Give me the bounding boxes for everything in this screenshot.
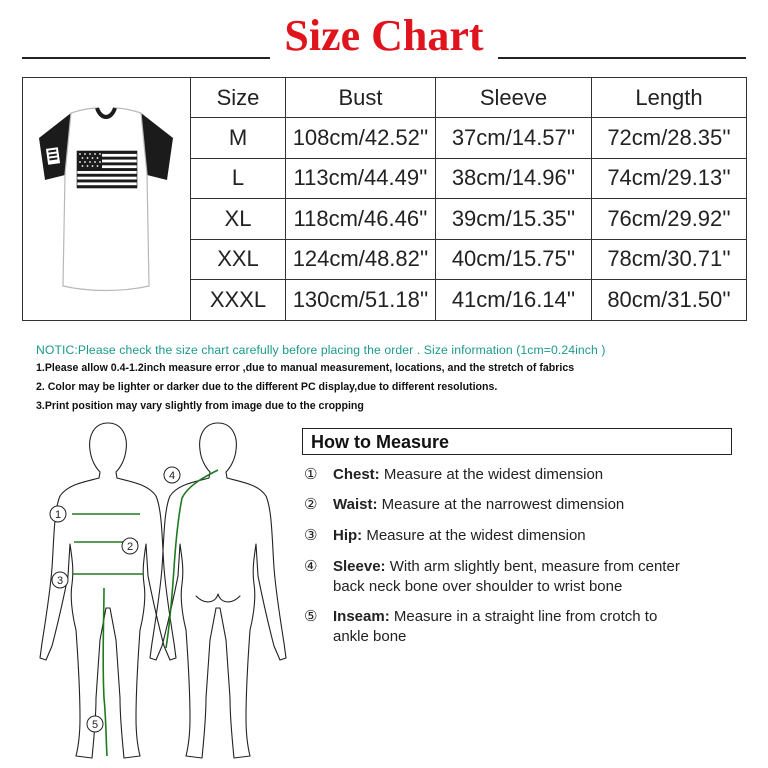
cell-sleeve: 39cm/15.35'' — [436, 199, 592, 240]
measure-label: Sleeve: — [333, 558, 386, 575]
tshirt-collar — [97, 108, 115, 117]
title-rule-left — [22, 57, 270, 59]
table-header-row — [23, 78, 747, 118]
measure-number: ⑤ — [304, 608, 318, 625]
note-measure-error: 1.Please allow 0.4-1.2inch measure error ,due to manual measurement, locations, and the stretch of fabrics — [36, 362, 575, 374]
tshirt-image — [23, 78, 189, 320]
measure-label: Waist: — [333, 496, 378, 513]
cell-size: XXXL — [191, 280, 286, 321]
flag-print — [77, 151, 137, 188]
back-buttocks-line — [196, 594, 240, 602]
cell-bust: 130cm/51.18'' — [286, 280, 436, 321]
marker-1-label: 1 — [54, 509, 62, 521]
header-bust: Bust — [286, 78, 436, 118]
header-sleeve: Sleeve — [436, 78, 592, 118]
sleeve-flag-patch — [46, 147, 60, 165]
header-size: Size — [191, 78, 286, 118]
note-print-position: 3.Print position may vary slightly from image due to the cropping — [36, 400, 364, 412]
measure-number: ② — [304, 496, 318, 513]
measure-description: Measure at the narrowest dimension — [381, 496, 625, 513]
cell-length: 72cm/28.35'' — [592, 118, 747, 159]
page-title: Size Chart — [284, 11, 484, 60]
measurement-figures — [30, 418, 300, 763]
measure-number: ① — [304, 466, 318, 483]
tshirt-body — [63, 108, 149, 291]
cell-sleeve: 38cm/14.96'' — [436, 158, 592, 199]
how-to-measure-box — [302, 428, 732, 455]
note-color: 2. Color may be lighter or darker due to the different PC display,due to different resolutions. — [36, 381, 498, 393]
measure-number: ③ — [304, 527, 318, 544]
size-notice: NOTIC:Please check the size chart carefully before placing the order . Size information (1cm=0.24inch ) — [36, 343, 606, 357]
sleeve-line — [166, 470, 218, 648]
cell-size: XL — [191, 199, 286, 240]
measure-label: Hip: — [333, 527, 363, 544]
measure-number: ④ — [304, 558, 318, 575]
cell-bust: 124cm/48.82'' — [286, 239, 436, 280]
cell-bust: 113cm/44.49'' — [286, 158, 436, 199]
cell-length: 78cm/30.71'' — [592, 239, 747, 280]
measure-label: Chest: — [333, 466, 380, 483]
size-chart-table — [22, 77, 747, 321]
cell-bust: 118cm/46.46'' — [286, 199, 436, 240]
marker-5-label: 5 — [91, 719, 99, 731]
cell-sleeve: 40cm/15.75'' — [436, 239, 592, 280]
cell-length: 74cm/29.13'' — [592, 158, 747, 199]
front-body-outline — [40, 423, 176, 758]
cell-length: 80cm/31.50'' — [592, 280, 747, 321]
how-to-measure-title: How to Measure — [311, 432, 450, 452]
measure-label: Inseam: — [333, 608, 390, 625]
marker-3-label: 3 — [56, 575, 64, 587]
cell-length: 76cm/29.92'' — [592, 199, 747, 240]
measure-description: Measure at the widest dimension — [366, 527, 586, 544]
cell-size: L — [191, 158, 286, 199]
cell-size: XXL — [191, 239, 286, 280]
cell-sleeve: 41cm/16.14'' — [436, 280, 592, 321]
measure-description: Measure at the widest dimension — [383, 466, 604, 483]
cell-size: M — [191, 118, 286, 159]
header-length: Length — [592, 78, 747, 118]
tshirt-image-cell — [23, 78, 191, 321]
measure-description: Measure in a straight line from crotch to ankle bone — [333, 608, 658, 645]
marker-2-label: 2 — [126, 541, 134, 553]
marker-4-label: 4 — [168, 470, 176, 482]
cell-bust: 108cm/42.52'' — [286, 118, 436, 159]
measure-description: With arm slightly bent, measure from center back neck bone over shoulder to wrist bone — [333, 558, 680, 595]
title-rule-right — [498, 57, 746, 59]
cell-sleeve: 37cm/14.57'' — [436, 118, 592, 159]
